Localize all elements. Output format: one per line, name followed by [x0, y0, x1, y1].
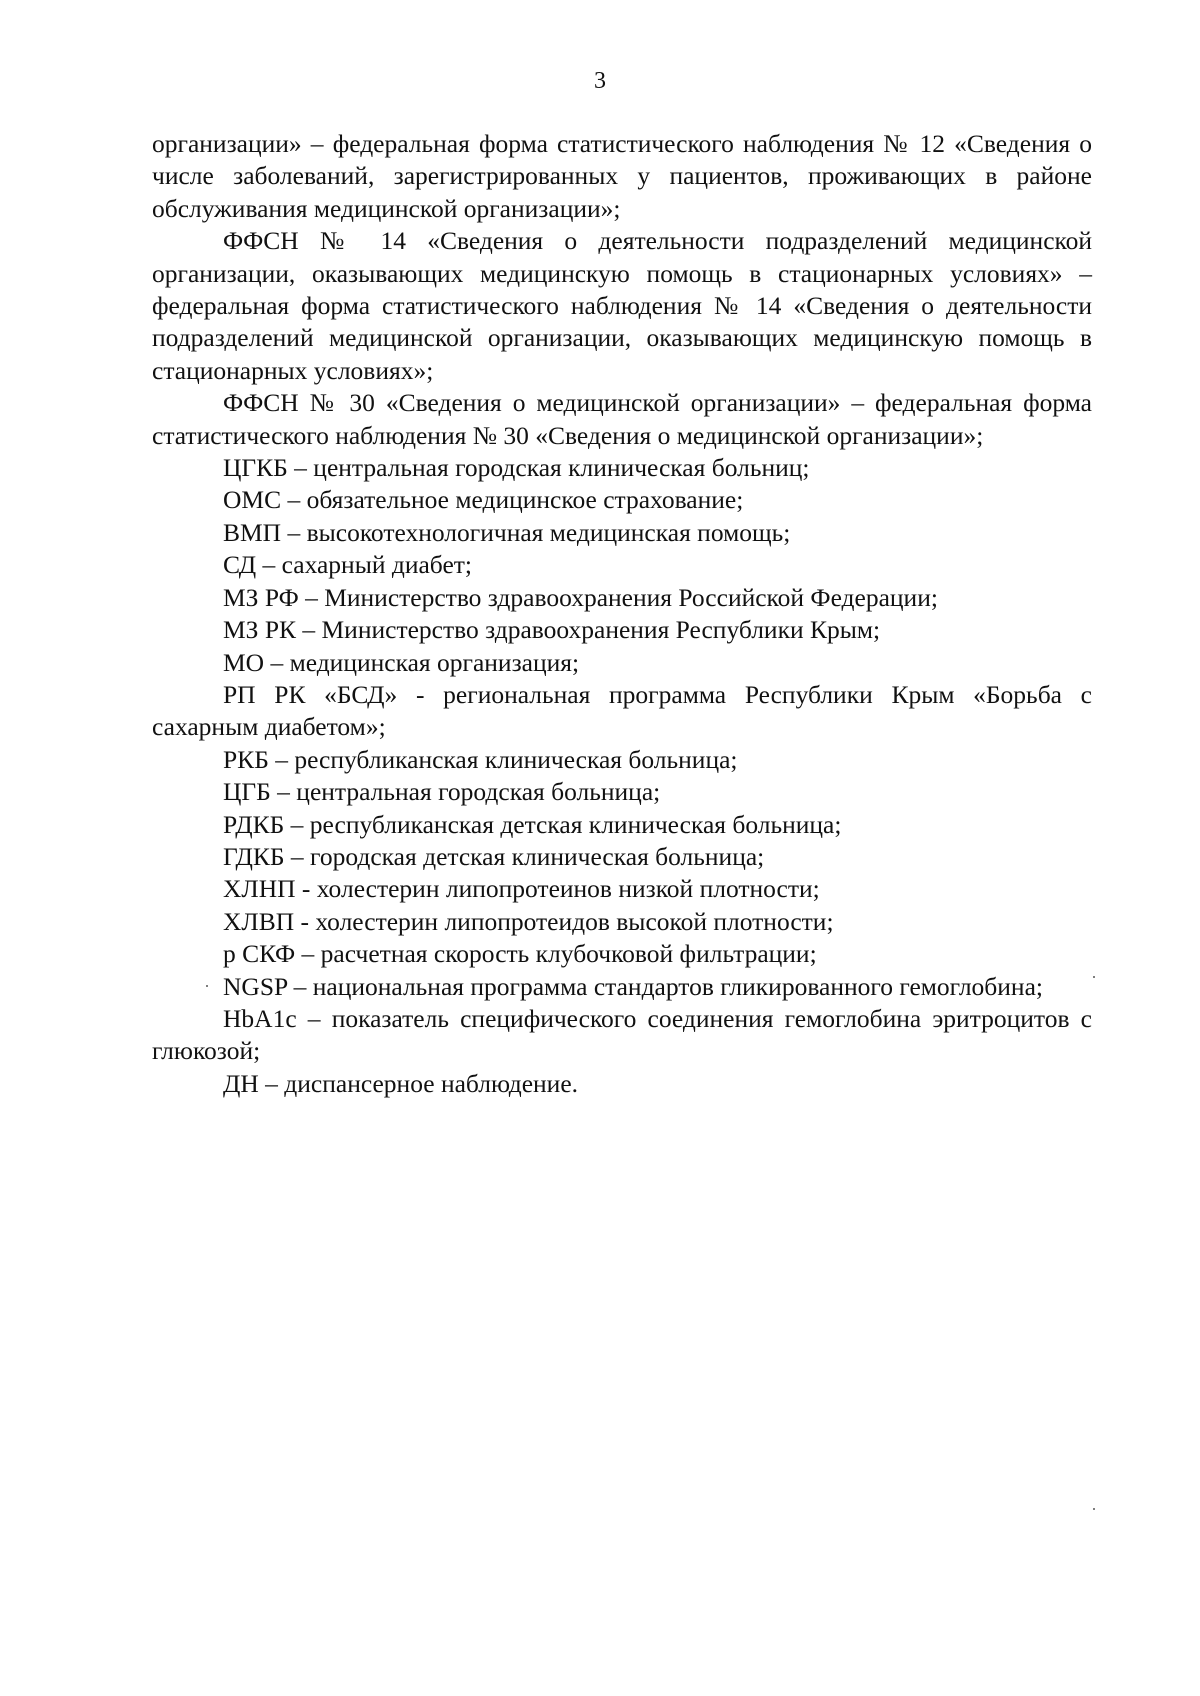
abbreviation-r-skf: р СКФ – расчетная скорость клубочковой фильтрации; — [223, 939, 817, 969]
abbreviation-gdkb: ГДКБ – городская детская клиническая больница; — [223, 841, 765, 871]
scan-speck — [1093, 976, 1095, 978]
paragraph-ffsn-14: ФФСН № 14 «Сведения о деятельности подразделений медицинской организации, оказывающих медицинскую помощь в стационарных условиях» – федеральная форма статистического наблюдения № 14 «Сведения о деятельности подразделений медицинской организации, оказывающих медицинскую помощь в стационарных условиях»; — [152, 226, 1092, 385]
abbreviation-vmp: ВМП – высокотехнологичная медицинская помощь; — [223, 517, 791, 547]
abbreviation-sd: СД – сахарный диабет; — [223, 550, 472, 580]
scan-speck — [1093, 1508, 1095, 1510]
abbreviation-cgb: ЦГБ – центральная городская больница; — [223, 777, 661, 807]
abbreviation-oms: ОМС – обязательное медицинское страхование; — [223, 485, 744, 515]
abbreviation-ngsp: NGSP – национальная программа стандартов гликированного гемоглобина; — [223, 971, 1043, 1001]
document-body — [152, 128, 1092, 1100]
abbreviation-mz-rk: МЗ РК – Министерство здравоохранения Республики Крым; — [223, 615, 881, 645]
paragraph-ffsn-30: ФФСН № 30 «Сведения о медицинской организации» – федеральная форма статистического наблюдения № 30 «Сведения о медицинской организации»; — [152, 388, 1092, 450]
abbreviation-dn: ДН – диспансерное наблюдение. — [223, 1068, 579, 1098]
abbreviation-mz-rf: МЗ РФ – Министерство здравоохранения Российской Федерации; — [223, 582, 938, 612]
abbreviation-rp-rk-bsd: РП РК «БСД» - региональная программа Республики Крым «Борьба с сахарным диабетом»; — [152, 679, 1092, 742]
abbreviation-rkb: РКБ – республиканская клиническая больница; — [223, 744, 738, 774]
abbreviation-hlnp: ХЛНП - холестерин липопротеинов низкой плотности; — [223, 874, 820, 904]
paragraph-continuation: организации» – федеральная форма статистического наблюдения № 12 «Сведения о числе заболеваний, зарегистрированных у пациентов, проживающих в районе обслуживания медицинской организации»; — [152, 129, 1092, 223]
abbreviation-rdkb: РДКБ – республиканская детская клиническая больница; — [223, 809, 842, 839]
page-number: 3 — [594, 68, 606, 94]
abbreviation-hba1c: HbA1c – показатель специфического соединения гемоглобина эритроцитов с глюкозой; — [152, 1003, 1092, 1066]
abbreviation-mo: МО – медицинская организация; — [223, 647, 580, 677]
abbreviation-cgkb: ЦГКБ – центральная городская клиническая больниц; — [223, 453, 810, 483]
abbreviation-hlvp: ХЛВП - холестерин липопротеидов высокой плотности; — [223, 906, 834, 936]
scan-speck — [206, 985, 208, 987]
